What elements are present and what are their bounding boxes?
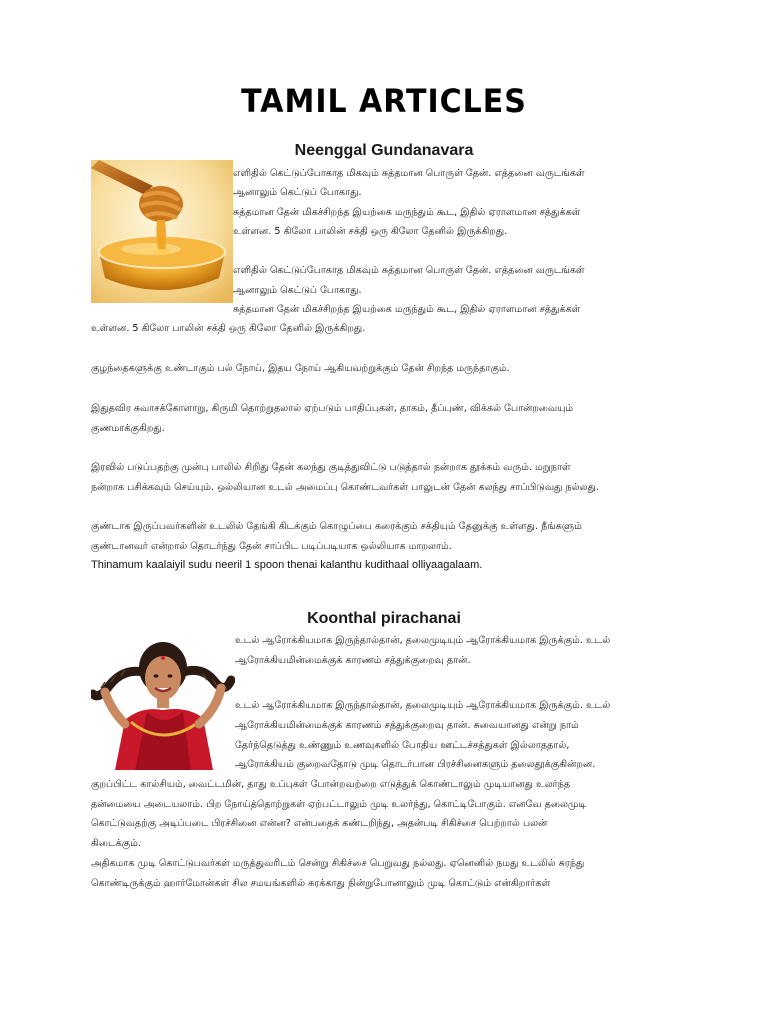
paragraph-line: குண்டானவர் என்றால் தொடர்ந்து தேன் சாப்பிட படிப்படியாக ஒல்லியாக மாறலாம். <box>91 541 452 552</box>
paragraph-line: உள்ளன. 5 கிலோ பாலின் சக்தி ஒரு கிலோ தேனில் இருக்கிறது. <box>91 323 366 334</box>
paragraph-line: கொட்டுவதற்கு அடிப்படை பிரச்சினை என்ன? என்பதைக் கண்டறிந்து, அதன்படி சிகிச்சை பெற்றால் பலன் <box>91 818 548 829</box>
paragraph-line: இரவில் படுப்பதற்கு முன்பு பாலில் சிறிது தேன் கலந்து குடித்துவிட்டு படுத்தால் நன்றாக தூக்கம் வரும். மறுநாள் <box>91 462 571 473</box>
section-heading-honey: Neenggal Gundanavara <box>294 142 474 159</box>
paragraph-line: தன்மையை அடையலாம். பிற நோய்த்தொற்றுகள் ஏற்பட்டாலும் முடி உலர்ந்து, கொட்டிபோகும். எனவே தலைமுடி <box>91 799 587 810</box>
paragraph-line: ஆனாலும் கெட்டுப் போகாது. <box>233 187 362 198</box>
paragraph-line: குணமாக்குகிறது. <box>91 423 165 434</box>
paragraph-line: உடல் ஆரோக்கியமாக இருந்தால்தான், தலைமுடியும் ஆரோக்கியமாக இருக்கும். உடல் <box>235 635 611 646</box>
transliteration-line: Thinamum kaalaiyil sudu neeril 1 spoon thenai kalanthu kudithaal olliyaagalaam. <box>91 559 483 571</box>
paragraph-line: உடல் ஆரோக்கியமாக இருந்தால்தான், தலைமுடியும் ஆரோக்கியமாக இருக்கும். உடல் <box>235 700 611 711</box>
paragraph-line: ஆரோக்கியமின்மைக்குக் காரணம் சத்துக்குறைவு தான். சுவையானது என்று நாம் <box>235 720 579 731</box>
paragraph-line: எளிதில் கெட்டுப்போகாத மிகவும் சுத்தமான பொருள் தேன். எத்தனை வருடங்கள் <box>233 168 585 179</box>
paragraph-line: கிடைக்கும். <box>91 838 141 849</box>
honey-dipper-icon <box>91 160 233 303</box>
paragraph-line: குறப்பிட்ட கால்சியம், வைட்டமின், தாது உப்புகள் போன்றவற்றை எடுத்துக் கொண்டாலும் முடியானது உலர்ந்த <box>91 779 571 790</box>
paragraph-line: குண்டாக இருப்பவர்களின் உடலில் தேங்கி கிடக்கும் கொழுப்பை கரைக்கும் சக்தியும் தேனுக்கு உள்ளது. நீங்களும் <box>91 521 582 532</box>
paragraph-line: எளிதில் கெட்டுப்போகாத மிகவும் சுத்தமான பொருள் தேன். எத்தனை வருடங்கள் <box>233 265 585 276</box>
paragraph-line: அதிகமாக முடி கொட்டுபவர்கள் மருத்துவரிடம் சென்று சிகிச்சை பெறுவது நல்லது. ஏனெனில் நமது உடலில் சுரந்து <box>91 858 585 869</box>
section-heading-hair: Koonthal pirachanai <box>307 610 461 627</box>
paragraph-line: ஆனாலும் கெட்டுப் போகாது. <box>233 285 362 296</box>
paragraph-line: சுத்தமான தேன் மிகச்சிறந்த இயற்கை மருந்தும் கூட, இதில் ஏராளமான சத்துக்கள் <box>233 207 581 218</box>
paragraph-line: இதுதவிர சுவாசக்கோளாறு, கிருமி தொற்றுதலால் ஏற்படும் பாதிப்புகள், தாகம், தீப்புண், விக்கல் போன்றவையும் <box>91 403 574 414</box>
paragraph-line: உள்ளன. 5 கிலோ பாலின் சக்தி ஒரு கிலோ தேனில் இருக்கிறது. <box>233 226 508 237</box>
woman-braids-icon <box>91 628 235 770</box>
woman-braids-icon <box>91 628 235 770</box>
paragraph-line: நன்றாக பசிக்கவும் செய்யும். ஒல்லியான உடல் அமைப்பு கொண்டவர்கள் பாலுடன் தேன் கலந்து சாப்பிடுவது நல்லது. <box>91 482 599 493</box>
page-title: TAMIL ARTICLES <box>241 82 527 121</box>
honey-dipper-icon <box>91 160 233 303</box>
paragraph-line: சுத்தமான தேன் மிகச்சிறந்த இயற்கை மருந்தும் கூட, இதில் ஏராளமான சத்துக்கள் <box>233 304 581 315</box>
paragraph-line: ஆரோக்கியம் குறைவதோடு முடி தொடர்பான பிரச்சினைகளும் தலைதூக்குகின்றன. <box>235 759 596 770</box>
paragraph-line: ஆரோக்கியமின்மைக்குக் காரணம் சத்துக்குறைவு தான். <box>235 655 471 666</box>
paragraph-line: கொண்டிருக்கும் ஹார்மோன்கள் சில சமயங்களில் சுரக்காது நின்றுபோனாலும் முடி கொட்டும் என்கிறார்கள் <box>91 878 551 889</box>
paragraph-line: குழந்தைகளுக்கு உண்டாகும் பல் நோய், இதய நோய் ஆகியவற்றுக்கும் தேன் சிறந்த மருந்தாகும். <box>91 363 510 374</box>
paragraph-line: தேர்ந்தெடுத்து உண்ணும் உணவுகளில் போதிய ஊட்டச்சத்துகள் இல்லாததால், <box>235 740 570 751</box>
